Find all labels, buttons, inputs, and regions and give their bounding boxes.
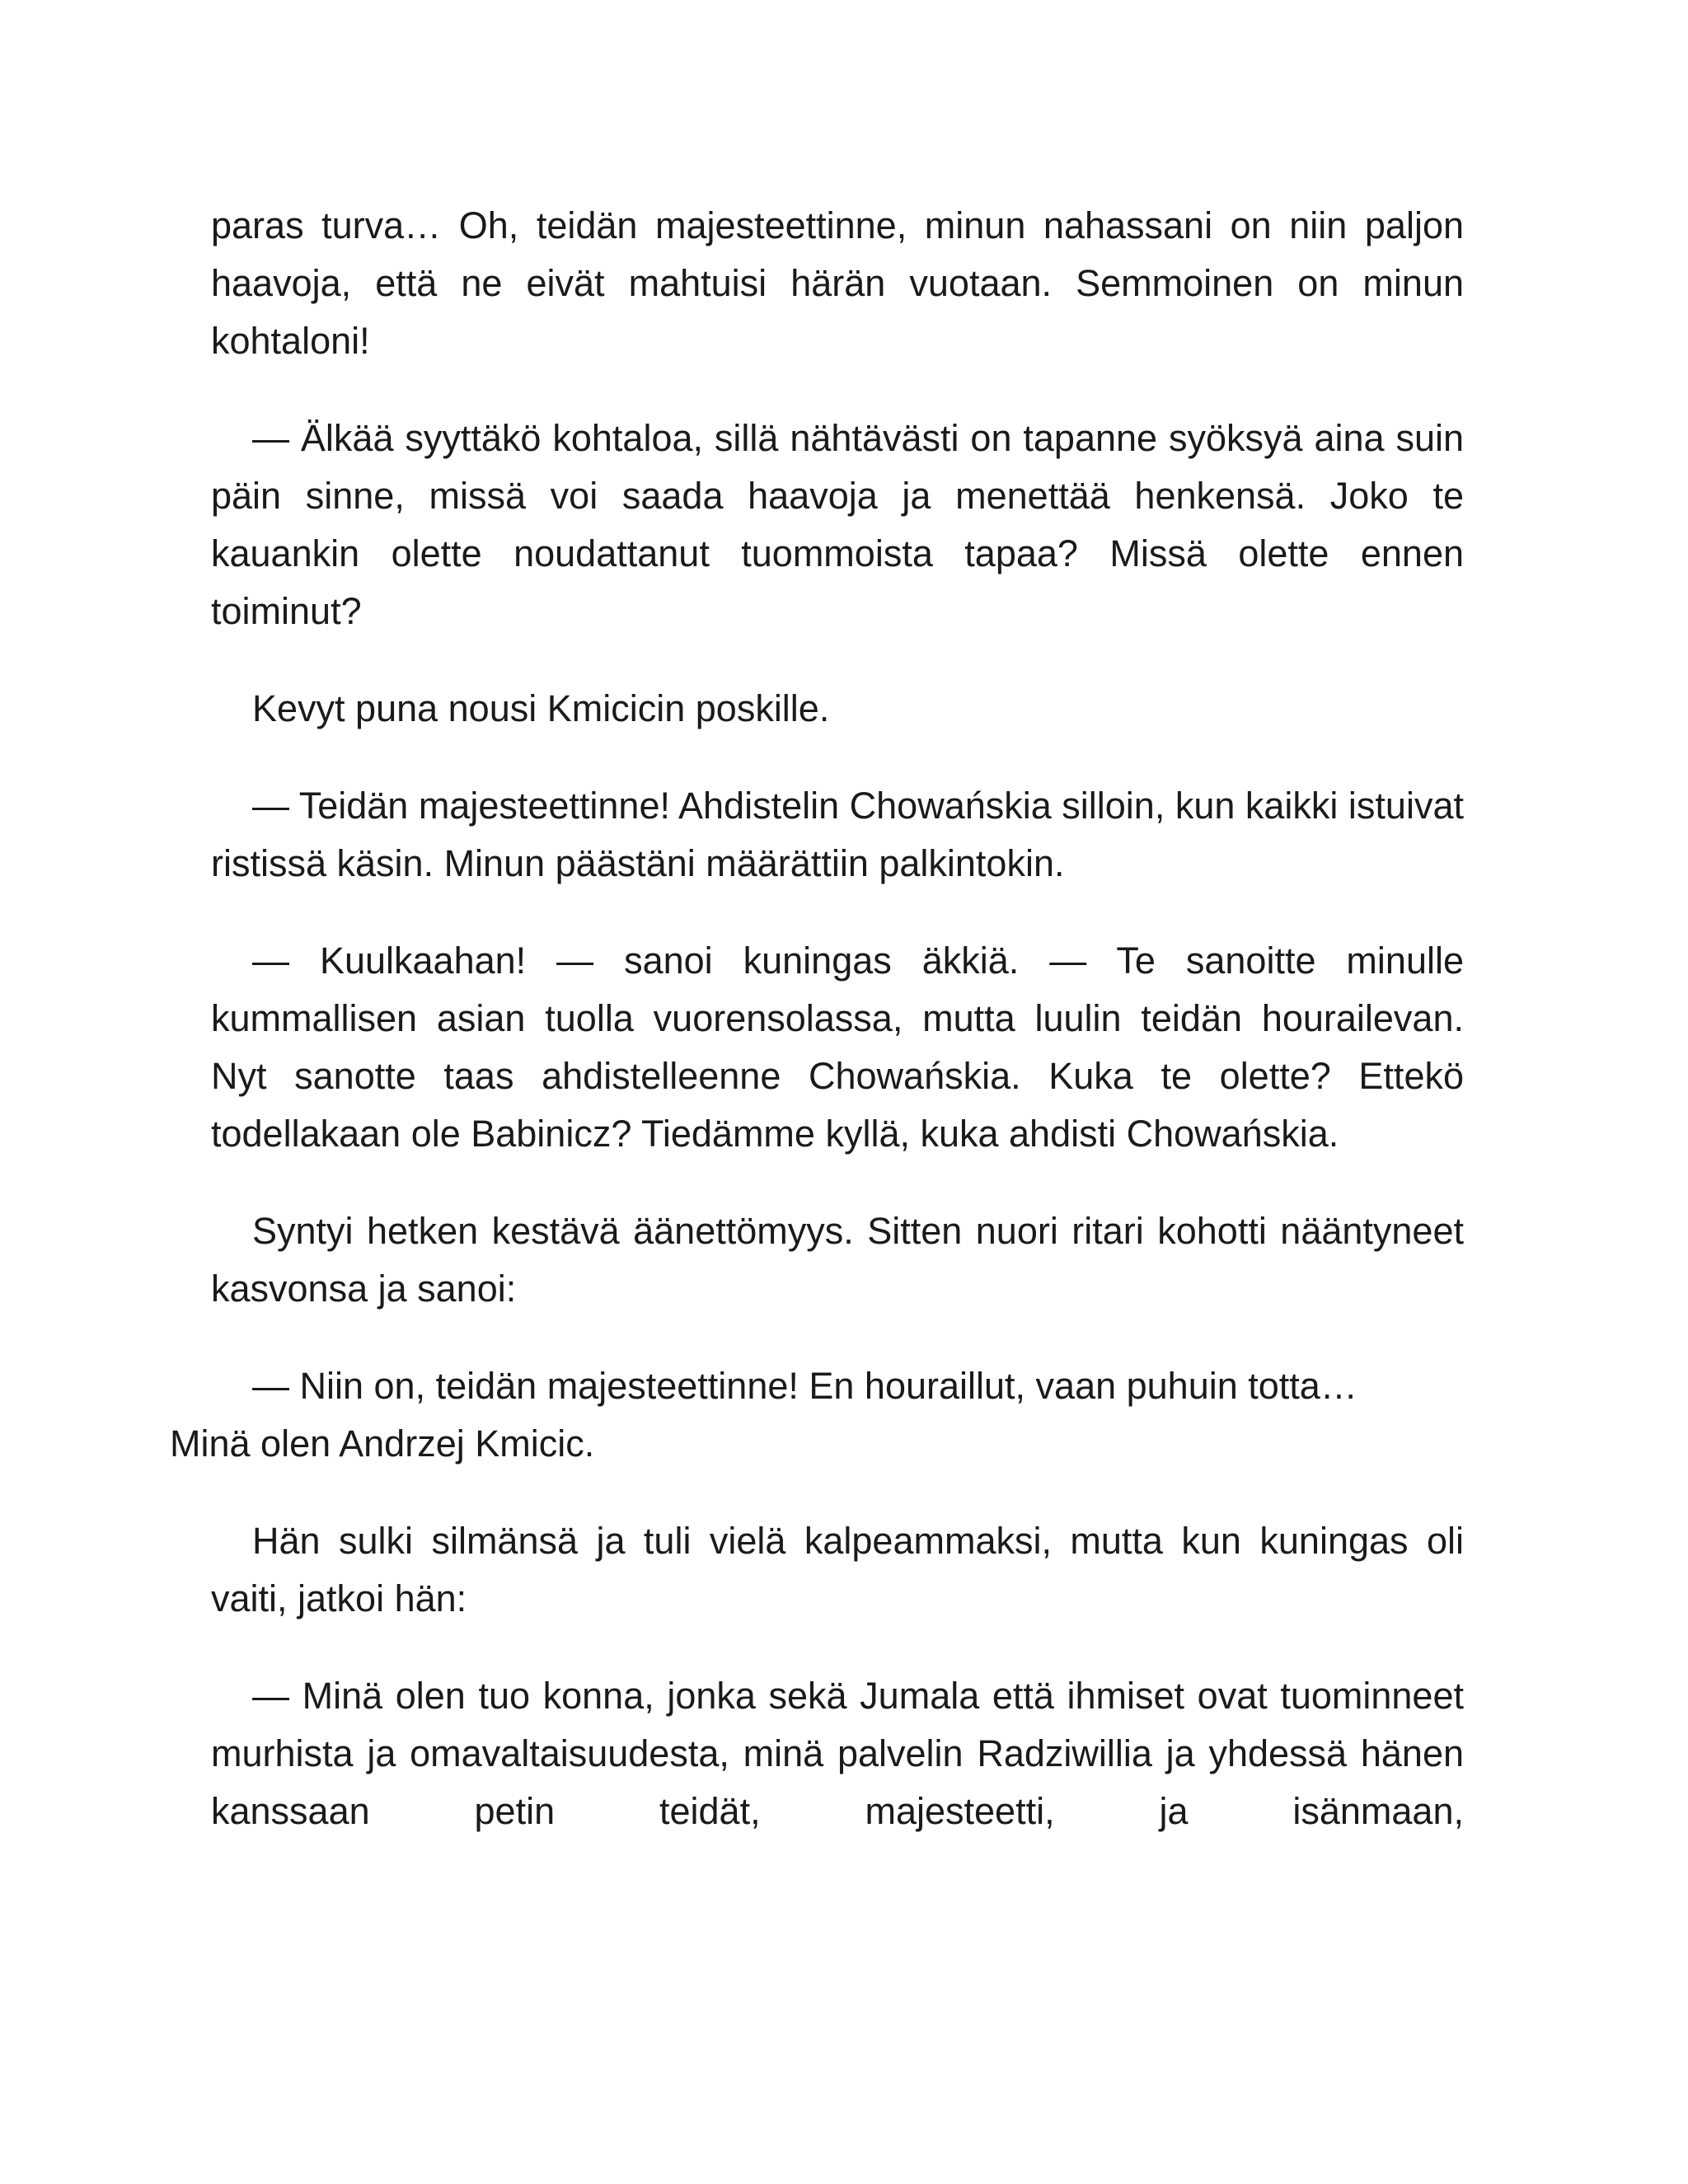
paragraph-3: Kevyt puna nousi Kmicicin poskille. [252,687,830,729]
paragraph-6: Syntyi hetken kestävä äänettömyys. Sitten nuori ritari kohotti nääntyneet kasvonsa ja sanoi: [211,1210,1464,1310]
paragraph-7-line-2: Minä olen Andrzej Kmicic. [170,1422,595,1465]
page-body [170,197,1464,1880]
paragraph-9: — Minä olen tuo konna, jonka sekä Jumala että ihmiset ovat tuominneet murhista ja omavaltaisuudesta, minä palvelin Radziwillia ja yhdessä hänen kanssaan petin teidät, majesteetti, ja isänmaan, [211,1675,1464,1832]
paragraph-5: — Kuulkaahan! — sanoi kuningas äkkiä. — Te sanoitte minulle kummallisen asian tuolla vuorensolassa, mutta luulin teidän hourailevan. Nyt sanotte taas ahdistelleenne Chowańskia. Kuka te olette? Ettekö todellakaan ole Babinicz? Tiedämme kyllä, kuka ahdisti Chowańskia. [211,940,1464,1155]
paragraph-7 [170,1357,1464,1473]
paragraph-1: paras turva… Oh, teidän majesteettinne, minun nahassani on niin paljon haavoja, että ne eivät mahtuisi härän vuotaan. Semmoinen on minun kohtaloni! [211,204,1464,362]
paragraph-4: — Teidän majesteettinne! Ahdistelin Chowańskia silloin, kun kaikki istuivat ristissä käsin. Minun päästäni määrättiin palkintokin. [211,785,1464,884]
paragraph-7-line-1: — Niin on, teidän majesteettinne! En houraillut, vaan puhuin totta… [252,1365,1357,1407]
paragraph-8: Hän sulki silmänsä ja tuli vielä kalpeammaksi, mutta kun kuningas oli vaiti, jatkoi hän: [211,1520,1464,1619]
paragraph-2: — Älkää syyttäkö kohtaloa, sillä nähtävästi on tapanne syöksyä aina suin päin sinne, missä voi saada haavoja ja menettää henkensä. Joko te kauankin olette noudattanut tuommoista tapaa? Missä olette ennen toiminut? [211,417,1464,632]
